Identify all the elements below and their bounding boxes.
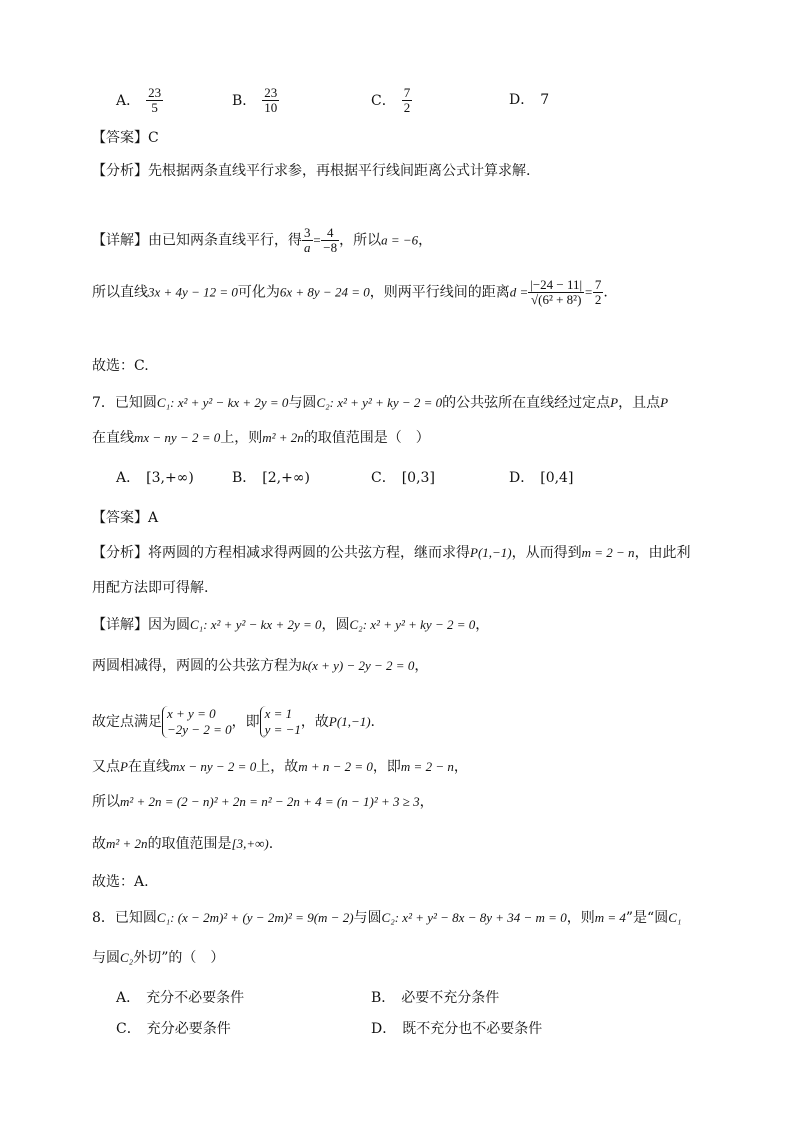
text: 8．已知圆 <box>92 910 157 926</box>
q7-stem-line1 <box>92 393 668 413</box>
fraction: $\frac{23}{10}$ <box>264 85 278 115</box>
detail-tag: 【详解】 <box>92 617 148 633</box>
text: ， <box>419 794 434 810</box>
text: 又点 <box>92 759 120 775</box>
text: ”是“圆 <box>625 910 669 926</box>
text: ，从而得到 <box>511 545 582 561</box>
answer-value: A <box>148 510 159 526</box>
text: 故定点满足 <box>92 714 162 730</box>
q7-detail-line5 <box>92 792 434 812</box>
answer-tag: 【答案】 <box>92 130 148 146</box>
math: P(1,−1) <box>470 545 512 560</box>
math: m + n − 2 = 0 <box>298 759 373 774</box>
text: 在直线 <box>92 430 134 446</box>
q7-detail-line1 <box>92 615 489 635</box>
option-letter: A． <box>116 470 141 486</box>
text: 将两圆的方程相减求得两圆的公共弦方程，继而求得 <box>148 545 470 561</box>
text: 的取值范围是（ ） <box>303 430 430 446</box>
option-letter: B． <box>232 470 257 486</box>
option-letter: C． <box>371 470 396 486</box>
math: m = 2 − n <box>581 545 635 560</box>
math: C₁: (x − 2m)² + (y − 2m)² = 9(m − 2) <box>156 910 354 925</box>
text: 上，则 <box>220 430 263 446</box>
text: ，故 <box>300 714 329 730</box>
q7-analysis-line1 <box>92 543 691 563</box>
math: C₂: x² + y² + ky − 2 = 0 <box>349 617 476 632</box>
system-of-equations: x + y = 0 −2y − 2 = 0 <box>162 706 232 738</box>
text: 用配方法即可得解. <box>92 580 209 596</box>
q6-option-a <box>116 86 163 115</box>
text: ，由此利 <box>634 545 691 561</box>
text: . <box>370 714 375 730</box>
text: ，即 <box>231 714 260 730</box>
answer-value: C <box>148 130 159 146</box>
q7-answer <box>92 508 158 528</box>
answer-tag: 【答案】 <box>92 510 148 526</box>
text: 所以 <box>92 794 120 810</box>
q6-choose <box>92 356 149 376</box>
math: 6x + 8y − 24 = 0 <box>279 284 370 300</box>
q6-detail-line2 <box>92 278 608 307</box>
q8-stem-line1 <box>92 908 681 928</box>
option-text: [0,4] <box>540 470 574 486</box>
math: mx − ny − 2 = 0 <box>169 759 257 774</box>
math: m² + 2n = (2 − n)² + 2n = n² − 2n + 4 = (n − 1)² + 3 ≥ 3 <box>120 794 420 809</box>
text: 与圆 <box>92 950 120 966</box>
text: ，则两平行线间的距离 <box>369 284 510 301</box>
text: 两圆相减得，两圆的公共弦方程为 <box>92 658 302 674</box>
q8-option-b <box>371 988 499 1008</box>
text: 的公共弦所在直线经过定点 <box>442 395 611 411</box>
q7-analysis-line2 <box>92 578 208 598</box>
math: mx − ny − 2 = 0 <box>134 430 221 445</box>
q7-detail-line6 <box>92 834 273 854</box>
option-letter: C． <box>371 92 396 109</box>
text: 上，故 <box>256 759 299 775</box>
q6-analysis <box>92 161 530 181</box>
math: P <box>660 395 669 410</box>
q8-option-d <box>371 1019 542 1039</box>
text: . <box>268 836 274 852</box>
math: C₂ <box>120 950 134 965</box>
fraction: $\frac{4}{-8}$ <box>323 225 338 255</box>
math: m² + 2n <box>262 430 304 445</box>
text: ，且点 <box>618 395 661 411</box>
option-text: [0,3] <box>401 470 435 486</box>
q7-option-a <box>116 468 194 488</box>
text: 7．已知圆 <box>92 395 157 411</box>
option-letter: A． <box>116 92 141 109</box>
option-text: 既不充分也不必要条件 <box>402 1021 543 1037</box>
system-of-equations: x = 1 y = −1 <box>260 706 301 738</box>
q7-detail-line2 <box>92 656 428 676</box>
fraction: $\frac{3}{a}$ <box>304 225 311 255</box>
math: C₂: x² + y² − 8x − 8y + 34 − m = 0 <box>381 910 567 925</box>
equals: = <box>312 232 322 248</box>
q7-option-c <box>371 468 435 488</box>
analysis-text: 先根据两条直线平行求参，再根据平行线间距离公式计算求解. <box>148 163 531 179</box>
text: ， <box>418 232 433 249</box>
option-letter: C． <box>116 1021 141 1037</box>
fraction: $\frac{7}{2}$ <box>594 277 602 307</box>
text: 故选：A. <box>92 874 149 890</box>
q6-answer <box>92 128 159 148</box>
fraction: $\frac{23}{5}$ <box>148 85 162 115</box>
detail-tag: 【详解】 <box>92 232 148 249</box>
math: k(x + y) − 2y − 2 = 0 <box>302 658 415 673</box>
math: a = −6 <box>381 232 419 248</box>
text: 外切”的（ ） <box>133 950 225 966</box>
text: ，圆 <box>321 617 350 633</box>
q8-option-a <box>116 988 244 1008</box>
math: C₁: x² + y² − kx + 2y = 0 <box>190 617 322 632</box>
text: 因为圆 <box>148 617 190 633</box>
text: ， <box>414 658 429 674</box>
text: ， <box>475 617 490 633</box>
q6-option-b <box>232 86 279 115</box>
q7-detail-line3 <box>92 706 375 738</box>
math: m² + 2n <box>106 836 148 851</box>
text: 与圆 <box>288 395 317 411</box>
text: ，所以 <box>339 232 382 249</box>
q6-option-c <box>371 86 412 115</box>
option-text: 7 <box>540 92 550 108</box>
text: 的取值范围是 <box>147 836 232 852</box>
math: d = <box>509 284 529 300</box>
text: 故 <box>92 836 106 852</box>
text: ， <box>453 759 468 775</box>
text: 可化为 <box>237 284 280 301</box>
text: ，则 <box>566 910 595 926</box>
math: 3x + 4y − 12 = 0 <box>148 284 238 300</box>
math: m = 2 − n <box>400 759 454 774</box>
q8-option-c <box>116 1019 231 1039</box>
q8-stem-line2 <box>92 948 224 968</box>
math: C₁: x² + y² − kx + 2y = 0 <box>156 395 289 410</box>
equals: = <box>584 284 593 300</box>
text: 与圆 <box>353 910 382 926</box>
text: 所以直线 <box>92 284 148 301</box>
q6-option-d <box>509 90 549 110</box>
math: C₂: x² + y² + ky − 2 = 0 <box>316 395 443 410</box>
option-letter: B． <box>371 990 396 1006</box>
q7-option-d <box>509 468 573 488</box>
text: 由已知两条直线平行，得 <box>148 232 302 249</box>
option-letter: D． <box>371 1021 397 1037</box>
q6-detail-line1 <box>92 226 432 255</box>
option-letter: A． <box>116 990 141 1006</box>
math: m = 4 <box>594 910 626 925</box>
q7-choose <box>92 872 149 892</box>
option-text: 必要不充分条件 <box>401 990 500 1006</box>
math: C₁ <box>668 910 682 925</box>
option-letter: D． <box>509 92 535 108</box>
q7-detail-line4 <box>92 757 468 777</box>
option-text: [2,+∞) <box>262 470 310 486</box>
text: . <box>603 284 608 301</box>
option-letter: B． <box>232 92 257 109</box>
math: P <box>610 395 619 410</box>
text: 故选：C. <box>92 358 149 374</box>
option-letter: D． <box>509 470 535 486</box>
fraction: $\frac{|-24 - 11|}{\text{√(6² + 8²)}}$ <box>530 277 583 307</box>
option-text: 充分不必要条件 <box>146 990 245 1006</box>
analysis-tag: 【分析】 <box>92 163 148 179</box>
analysis-tag: 【分析】 <box>92 545 148 561</box>
option-text: 充分必要条件 <box>146 1021 231 1037</box>
q7-option-b <box>232 468 310 488</box>
q7-stem-line2 <box>92 428 430 448</box>
option-text: [3,+∞) <box>146 470 194 486</box>
fraction: $\frac{7}{2}$ <box>403 85 411 115</box>
math: P(1,−1) <box>328 714 371 729</box>
text: ，即 <box>372 759 401 775</box>
math: P <box>120 759 128 774</box>
text: 在直线 <box>127 759 170 775</box>
math: [3,+∞) <box>231 836 269 851</box>
